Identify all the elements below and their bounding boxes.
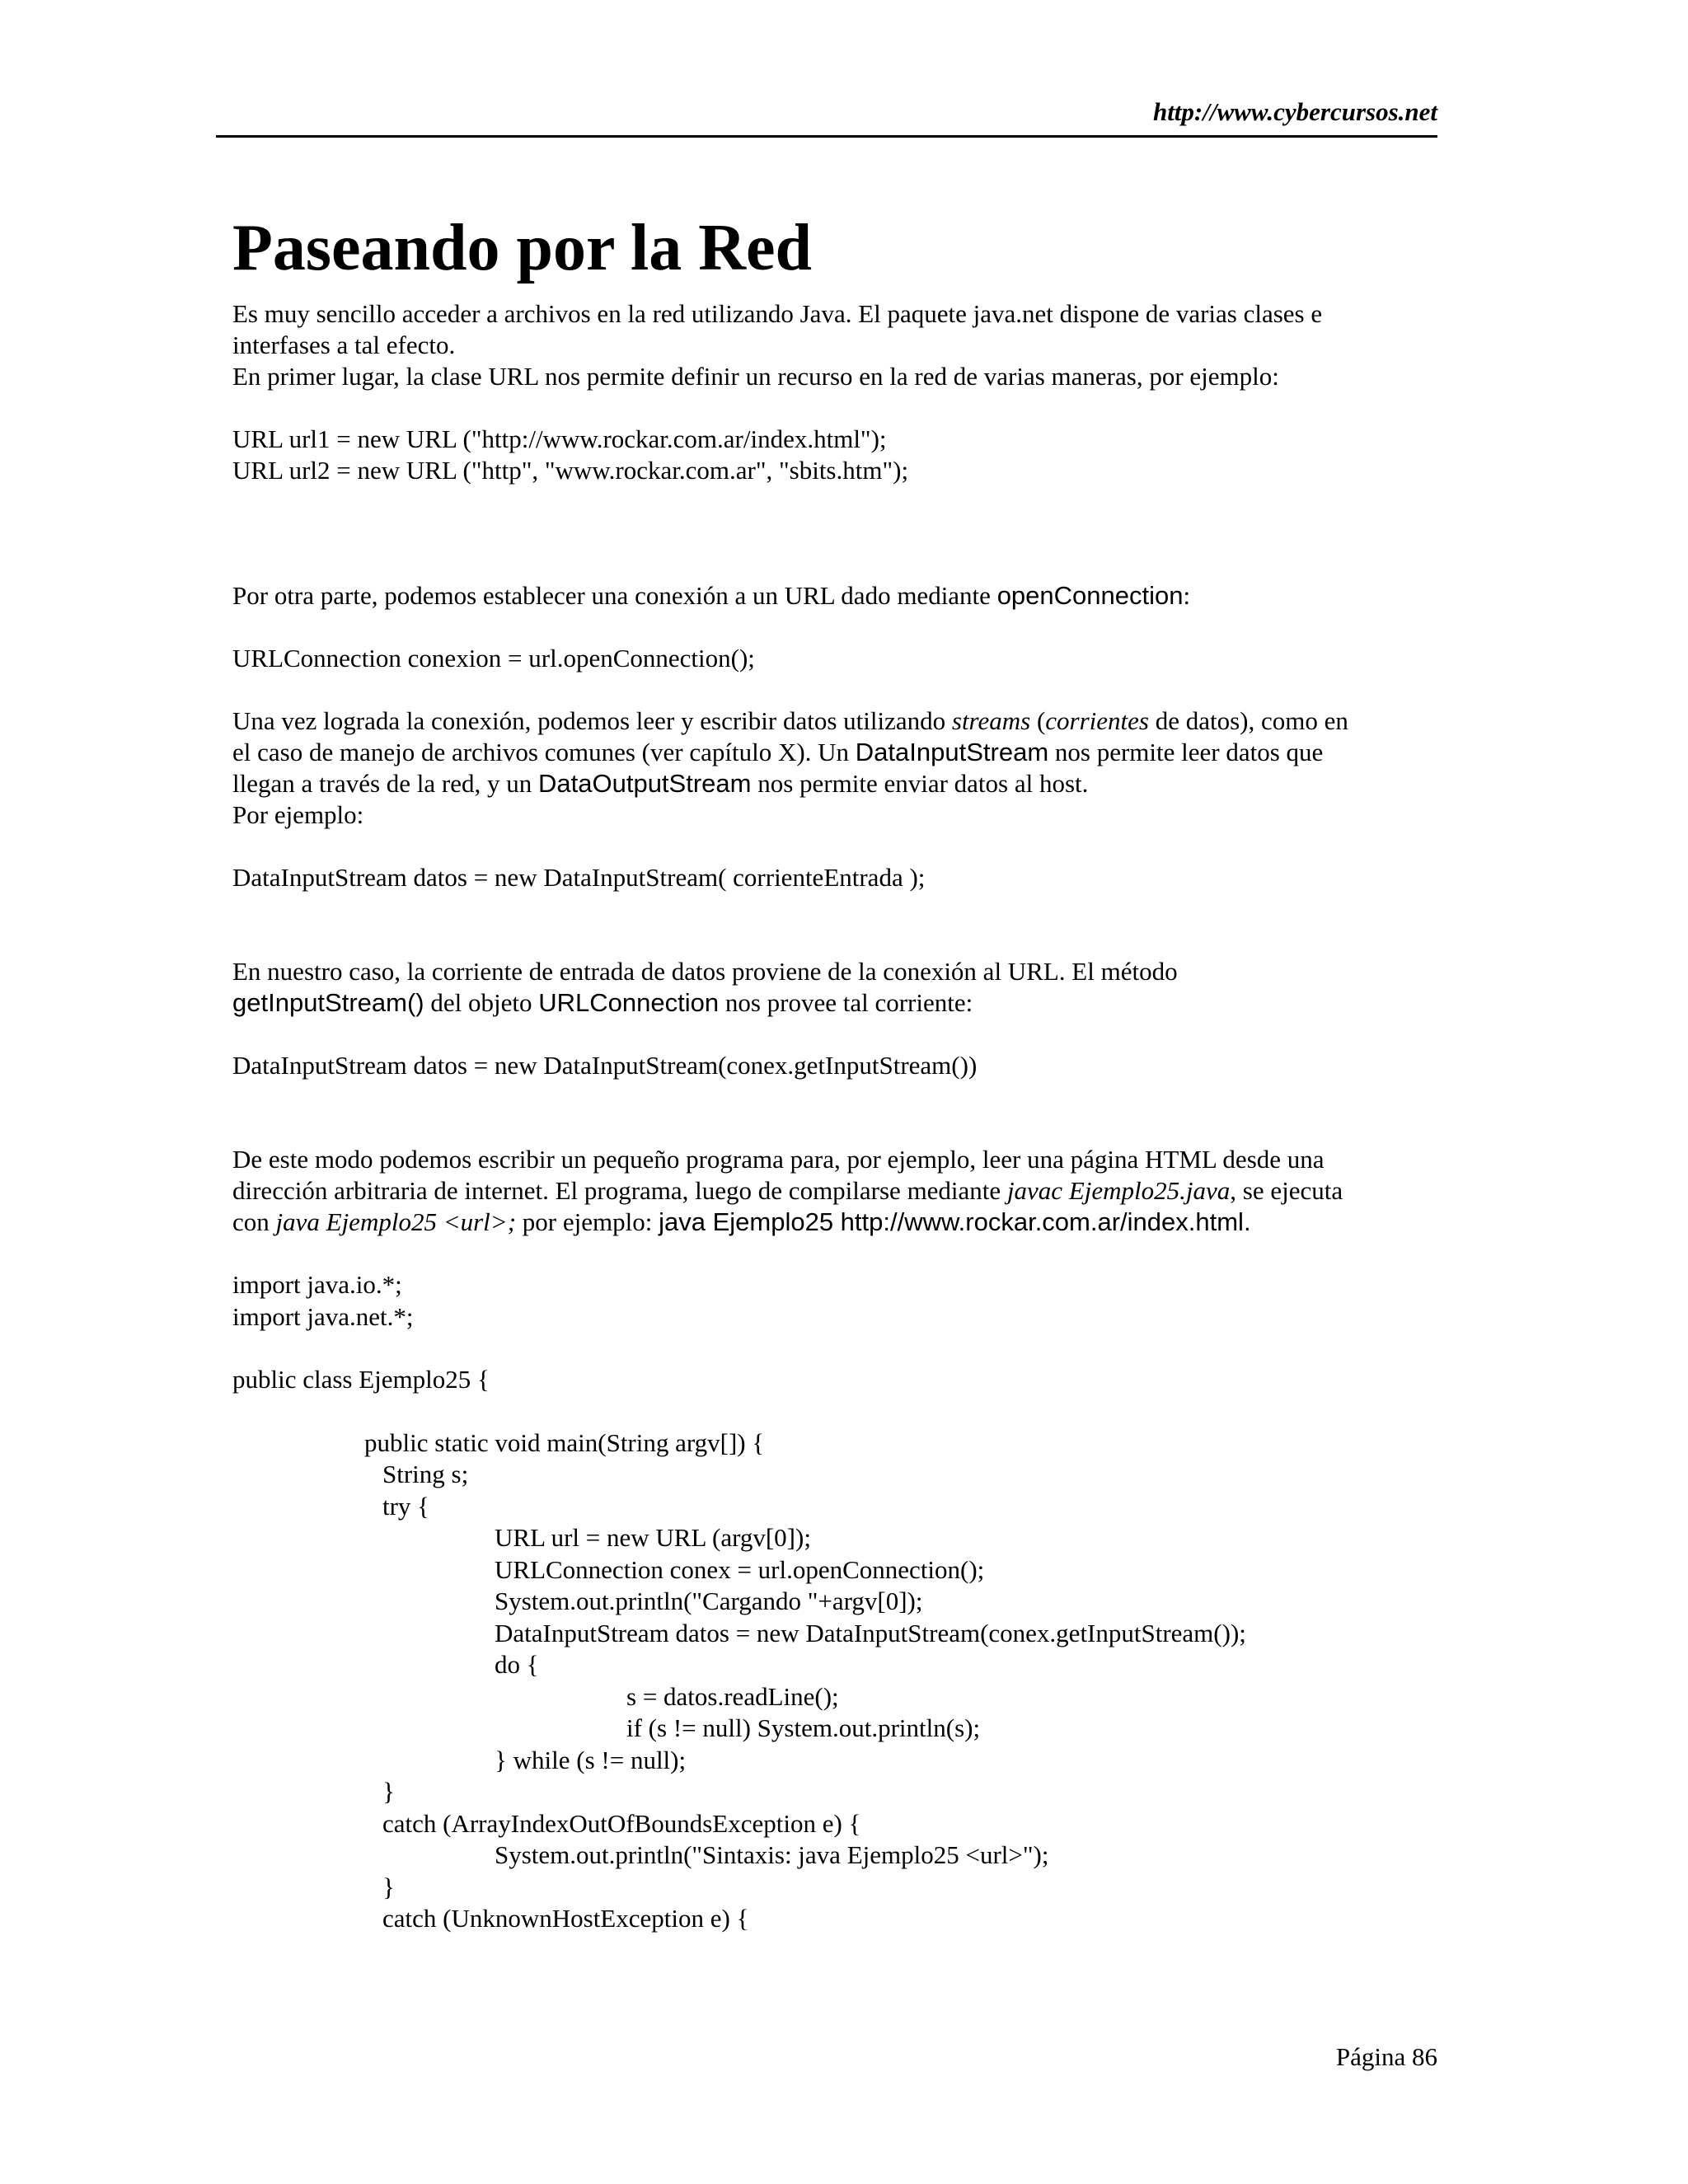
program-line-1: De este modo podemos escribir un pequeño programa para, por ejemplo, leer una página HTML desde una [232,1145,1325,1174]
getinputstream-term: getInputStream() [232,988,424,1017]
program-line-2 [232,1175,1444,1207]
javac-command: javac Ejemplo25.java [1006,1176,1231,1205]
page-number: Página 86 [1335,2042,1437,2071]
code-url2: URL url2 = new URL ("http", "www.rockar.com.ar", "sbits.htm"); [232,456,909,485]
code-try-close: } [382,1777,395,1806]
code-import-io: import java.io.*; [232,1270,402,1299]
case-line-2 [232,987,1444,1019]
code-class-decl: public class Ejemplo25 { [232,1365,490,1394]
streams-line-2 [232,737,1444,768]
code-do: do { [495,1650,539,1679]
code-print-sintaxis: System.out.println("Sintaxis: java Ejemplo25 <url>"); [495,1840,1049,1869]
code-print-cargando: System.out.println("Cargando "+argv[0]); [495,1586,923,1615]
code-import-net: import java.net.*; [232,1301,414,1331]
streams-line-4: Por ejemplo: [232,800,364,829]
streams-text-c: de datos), como en [1148,706,1348,735]
connection-paragraph [232,580,1444,612]
code-connection: URLConnection conexion = url.openConnection(); [232,644,755,673]
streams-line-1 [232,705,1444,737]
intro-line-1: Es muy sencillo acceder a archivos en la red utilizando Java. El paquete java.net dispone de varias clases e [232,299,1323,328]
streams-line3-text-b: nos permite enviar datos al host. [751,769,1089,798]
code-catch-unknown: catch (UnknownHostException e) { [382,1904,749,1933]
case-text-end: nos provee tal corriente: [719,988,973,1017]
code-datos-2: DataInputStream datos = new DataInputStream(conex.getInputStream()) [232,1051,978,1080]
intro-line-3: En primer lugar, la clase URL nos permite definir un recurso en la red de varias maneras, por ejemplo: [232,362,1279,391]
body-text [232,298,1444,1935]
code-try: try { [382,1491,430,1521]
code-catch-array: catch (ArrayIndexOutOfBoundsException e) { [382,1808,861,1838]
code-readline: s = datos.readLine(); [626,1681,839,1711]
intro-line-2: interfases a tal efecto. [232,330,456,359]
connection-text: Por otra parte, podemos establecer una conexión a un URL dado mediante [232,581,997,610]
streams-line2-text-a: el caso de manejo de archivos comunes (ver capítulo X). Un [232,738,856,766]
page-title: Paseando por la Red [232,212,813,284]
program-line3-text-b: por ejemplo: [516,1207,659,1236]
open-connection-term: openConnection [996,581,1184,610]
case-line-1: En nuestro caso, la corriente de entrada de datos proviene de la conexión al URL. El método [232,957,1178,986]
example-command: java Ejemplo25 http://www.rockar.com.ar/index.html. [659,1207,1251,1236]
streams-line3-text-a: llegan a través de la red, y un [232,769,538,798]
program-line2-text-a: dirección arbitraria de internet. El programa, luego de compilarse mediante [232,1176,1007,1205]
program-line-3 [232,1207,1444,1238]
corrientes-italic: corrientes [1045,706,1149,735]
code-while: } while (s != null); [495,1745,687,1774]
code-main-decl: public static void main(String argv[]) { [364,1427,765,1457]
code-if-print: if (s != null) System.out.println(s); [626,1713,981,1742]
case-text-mid: del objeto [424,988,539,1017]
dataoutputstream-term: DataOutputStream [538,769,752,798]
code-url1: URL url1 = new URL ("http://www.rockar.com.ar/index.html"); [232,424,887,453]
header-divider [216,135,1437,138]
java-command: java Ejemplo25 <url>; [275,1207,517,1236]
connection-colon: : [1183,581,1191,610]
streams-line-3 [232,768,1444,799]
header-url[interactable]: http://www.cybercursos.net [1152,97,1437,126]
program-line2-text-b: , se ejecuta [1230,1176,1343,1205]
code-url: URL url = new URL (argv[0]); [495,1523,811,1552]
datainputstream-term: DataInputStream [855,738,1049,766]
streams-text-b: ( [1030,706,1046,735]
streams-italic: streams [951,706,1031,735]
urlconnection-term: URLConnection [538,988,720,1017]
code-datos-1: DataInputStream datos = new DataInputStream( corrienteEntrada ); [232,863,926,892]
code-catch-close: } [382,1872,395,1901]
code-string-s: String s; [382,1460,469,1488]
streams-text-a: Una vez lograda la conexión, podemos leer y escribir datos utilizando [232,706,952,735]
program-line3-text-a: con [232,1207,276,1236]
streams-line2-text-b: nos permite leer datos que [1048,738,1324,766]
program-listing [232,1269,1444,1935]
code-datos: DataInputStream datos = new DataInputStream(conex.getInputStream()); [495,1618,1246,1647]
code-conex: URLConnection conex = url.openConnection(); [495,1554,985,1584]
